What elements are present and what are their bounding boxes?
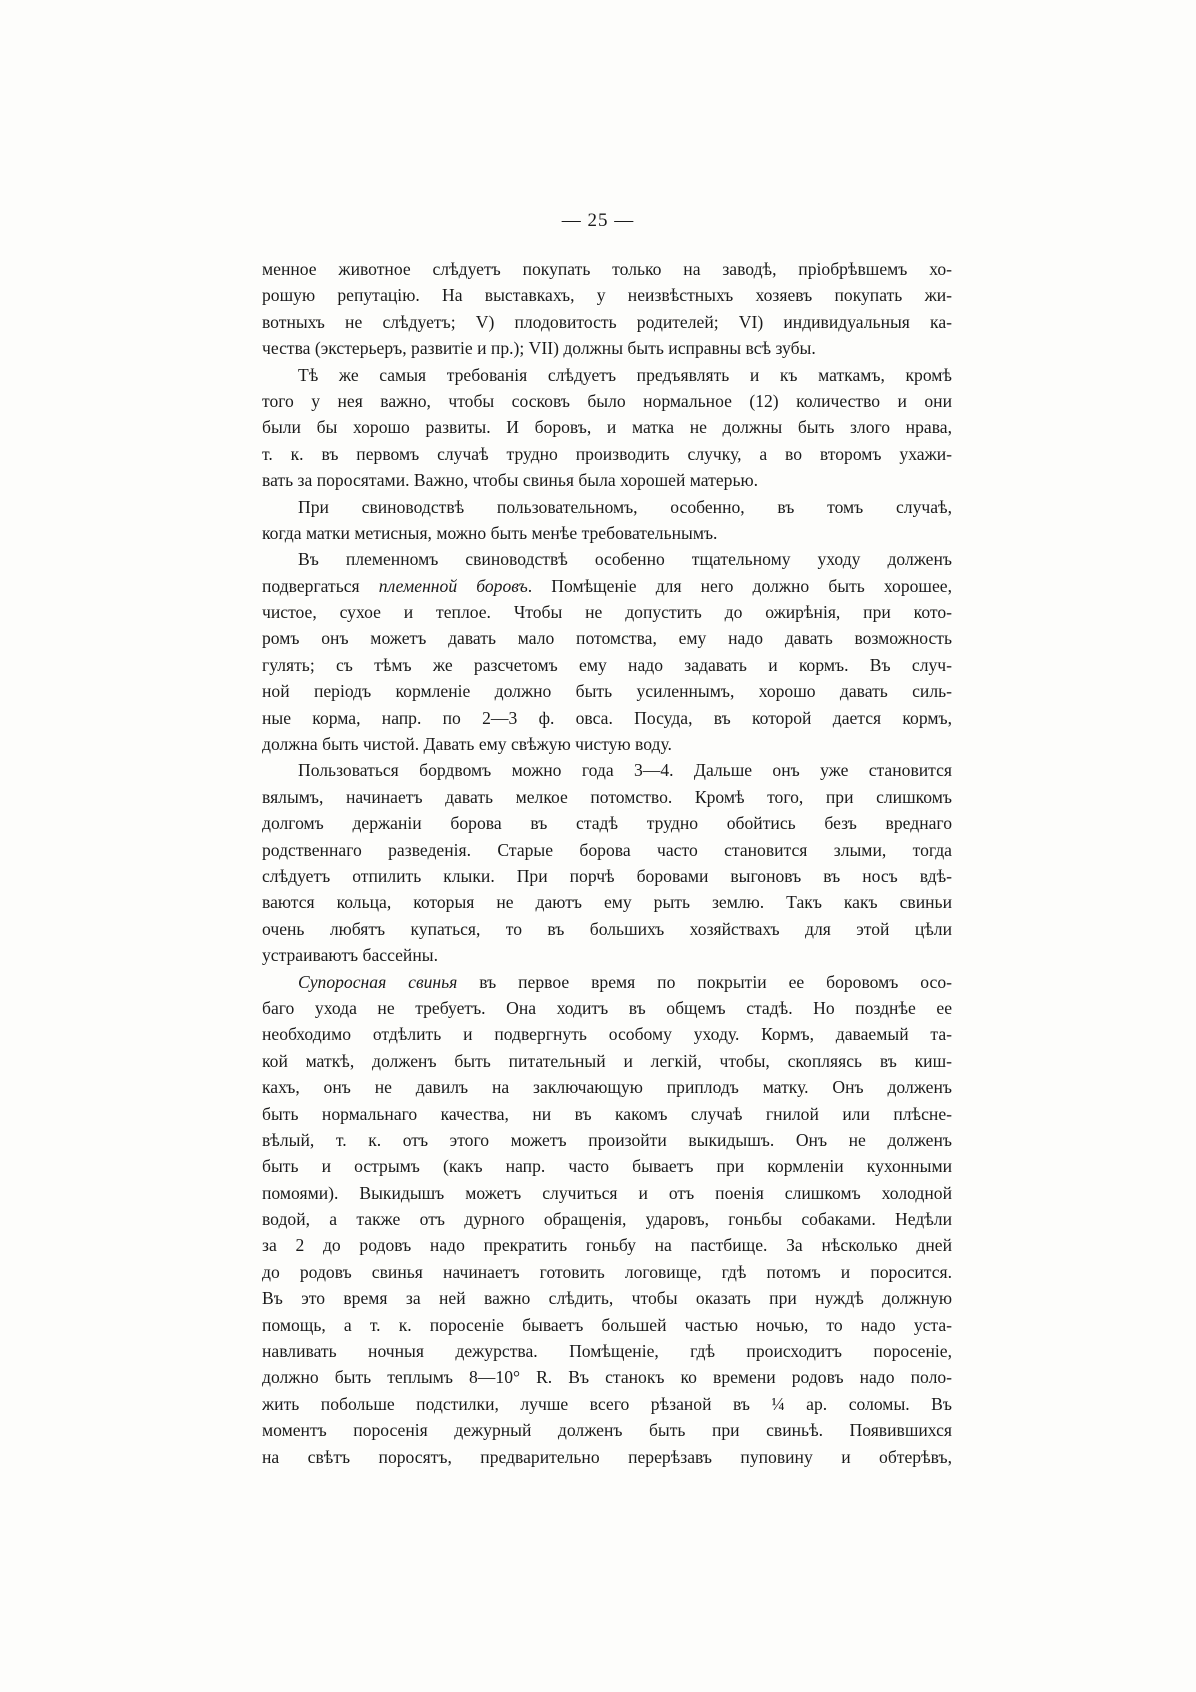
- text-line: Въ это время за ней важно слѣдить, чтобы оказать при нуждѣ должную: [262, 1288, 952, 1309]
- text-line: того у нея важно, чтобы сосковъ было нормальное (12) количество и они: [262, 390, 952, 411]
- text-line: когда матки метисныя, можно быть менѣе требовательнымъ.: [262, 522, 718, 543]
- text-line: водой, а также отъ дурного обращенія, ударовъ, гоньбы собаками. Недѣли: [262, 1209, 952, 1230]
- text-line: вялымъ, начинаетъ давать мелкое потомство. Кромѣ того, при слишкомъ: [262, 786, 952, 807]
- text-line: ваются кольца, которыя не даютъ ему рыть землю. Такъ какъ свиньи: [262, 892, 952, 913]
- text-line: помоями). Выкидышъ можетъ случиться и отъ поенія слишкомъ холодной: [262, 1182, 952, 1203]
- text-line: баго ухода не требуетъ. Она ходитъ въ общемъ стадѣ. Но позднѣе ее: [262, 997, 952, 1018]
- text-line: ромъ онъ можетъ давать мало потомства, ему надо давать возможность: [262, 628, 952, 649]
- text-run: . Помѣщеніе для него должно быть хорошее,: [527, 575, 952, 596]
- text-line: кой маткѣ, долженъ быть питательный и легкій, чтобы, скопляясь въ киш-: [262, 1050, 952, 1071]
- text-line: устраиваютъ бассейны.: [262, 945, 438, 966]
- text-line: долгомъ держаніи борова въ стадѣ трудно обойтись безъ вреднаго: [262, 813, 952, 834]
- text-run: въ первое время по покрытіи ее боровомъ осо-: [457, 971, 952, 992]
- italic-term: племенной боровъ: [378, 575, 528, 596]
- text-line: должна быть чистой. Давать ему свѣжую чистую воду.: [262, 734, 672, 755]
- text-line: ной періодъ кормленіе должно быть усиленнымъ, хорошо давать силь-: [262, 681, 952, 702]
- text-line: за 2 до родовъ надо прекратить гоньбу на пастбище. За нѣсколько дней: [262, 1235, 952, 1256]
- text-line: гулять; съ тѣмъ же разсчетомъ ему надо задавать и кормъ. Въ случ-: [262, 654, 952, 675]
- text-line: навливать ночныя дежурства. Помѣщеніе, гдѣ происходитъ поросеніе,: [262, 1341, 952, 1362]
- italic-term: Супоросная свинья: [298, 971, 458, 992]
- text-line: кахъ, онъ не давилъ на заключающую приплодъ матку. Онъ долженъ: [262, 1077, 952, 1098]
- text-line: При свиноводствѣ пользовательномъ, особенно, въ томъ случаѣ,: [298, 496, 952, 517]
- text-line: родственнаго разведенія. Старые борова часто становится злыми, тогда: [262, 839, 952, 860]
- text-line: помощь, а т. к. поросеніе бываетъ большей частью ночью, то надо уста-: [262, 1314, 952, 1335]
- body-text: [262, 256, 952, 1470]
- text-line: на свѣтъ поросятъ, предварительно перерѣзавъ пуповину и обтерѣвъ,: [262, 1446, 952, 1467]
- page-number: — 25 —: [561, 210, 635, 231]
- text-line: менное животное слѣдуетъ покупать только на заводѣ, пріобрѣвшемъ хо-: [262, 259, 952, 279]
- text-line: до родовъ свинья начинаетъ готовить логовище, гдѣ потомъ и поросится.: [262, 1261, 952, 1282]
- text-line: моментъ поросенія дежурный долженъ быть при свиньѣ. Появившихся: [262, 1420, 952, 1441]
- text-line: чества (экстерьеръ, развитіе и пр.); VII) должны быть исправны всѣ зубы.: [262, 338, 816, 359]
- text-line: [262, 969, 952, 995]
- text-line: необходимо отдѣлить и подвергнуть особому уходу. Кормъ, даваемый та-: [262, 1024, 952, 1045]
- text-line: быть и острымъ (какъ напр. часто бываетъ при кормленіи кухонными: [262, 1156, 952, 1177]
- text-line: должно быть теплымъ 8—10° R. Въ станокъ ко времени родовъ надо поло-: [262, 1367, 952, 1388]
- text-line: ные корма, напр. по 2—3 ф. овса. Посуда, въ которой дается кормъ,: [262, 707, 952, 728]
- text-line: были бы хорошо развиты. И боровъ, и матка не должны быть злого нрава,: [262, 417, 952, 438]
- text-line: Тѣ же самыя требованія слѣдуетъ предъявлять и къ маткамъ, кромѣ: [298, 364, 952, 385]
- text-line: рошую репутацію. На выставкахъ, у неизвѣстныхъ хозяевъ покупать жи-: [262, 285, 952, 306]
- text-line: Пользоваться бордвомъ можно года 3—4. Дальше онъ уже становится: [298, 760, 952, 781]
- text-line: Въ племенномъ свиноводствѣ особенно тщательному уходу долженъ: [298, 549, 952, 570]
- text-line: быть нормальнаго качества, ни въ какомъ случаѣ гнилой или плѣсне-: [262, 1103, 952, 1124]
- text-line: очень любятъ купаться, то въ большихъ хозяйствахъ для этой цѣли: [262, 918, 952, 939]
- text-line: вать за поросятами. Важно, чтобы свинья была хорошей матерью.: [262, 470, 759, 491]
- text-line: чистое, сухое и теплое. Чтобы не допустить до ожирѣнія, при кото-: [262, 602, 952, 623]
- text-line: т. к. въ первомъ случаѣ трудно производить случку, а во второмъ ухажи-: [262, 443, 952, 464]
- text-run: подвергаться: [262, 575, 379, 596]
- text-line: жить побольше подстилки, лучше всего рѣзаной въ ¼ ар. соломы. Въ: [262, 1393, 952, 1414]
- text-line: вѣлый, т. к. отъ этого можетъ произойти выкидышъ. Онъ не долженъ: [262, 1129, 952, 1150]
- text-line: слѣдуетъ отпилить клыки. При порчѣ боровами выгоновъ въ носъ вдѣ-: [262, 865, 952, 886]
- text-line: [262, 573, 952, 599]
- text-line: вотныхъ не слѣдуетъ; V) плодовитость родителей; VI) индивидуальныя ка-: [262, 311, 952, 332]
